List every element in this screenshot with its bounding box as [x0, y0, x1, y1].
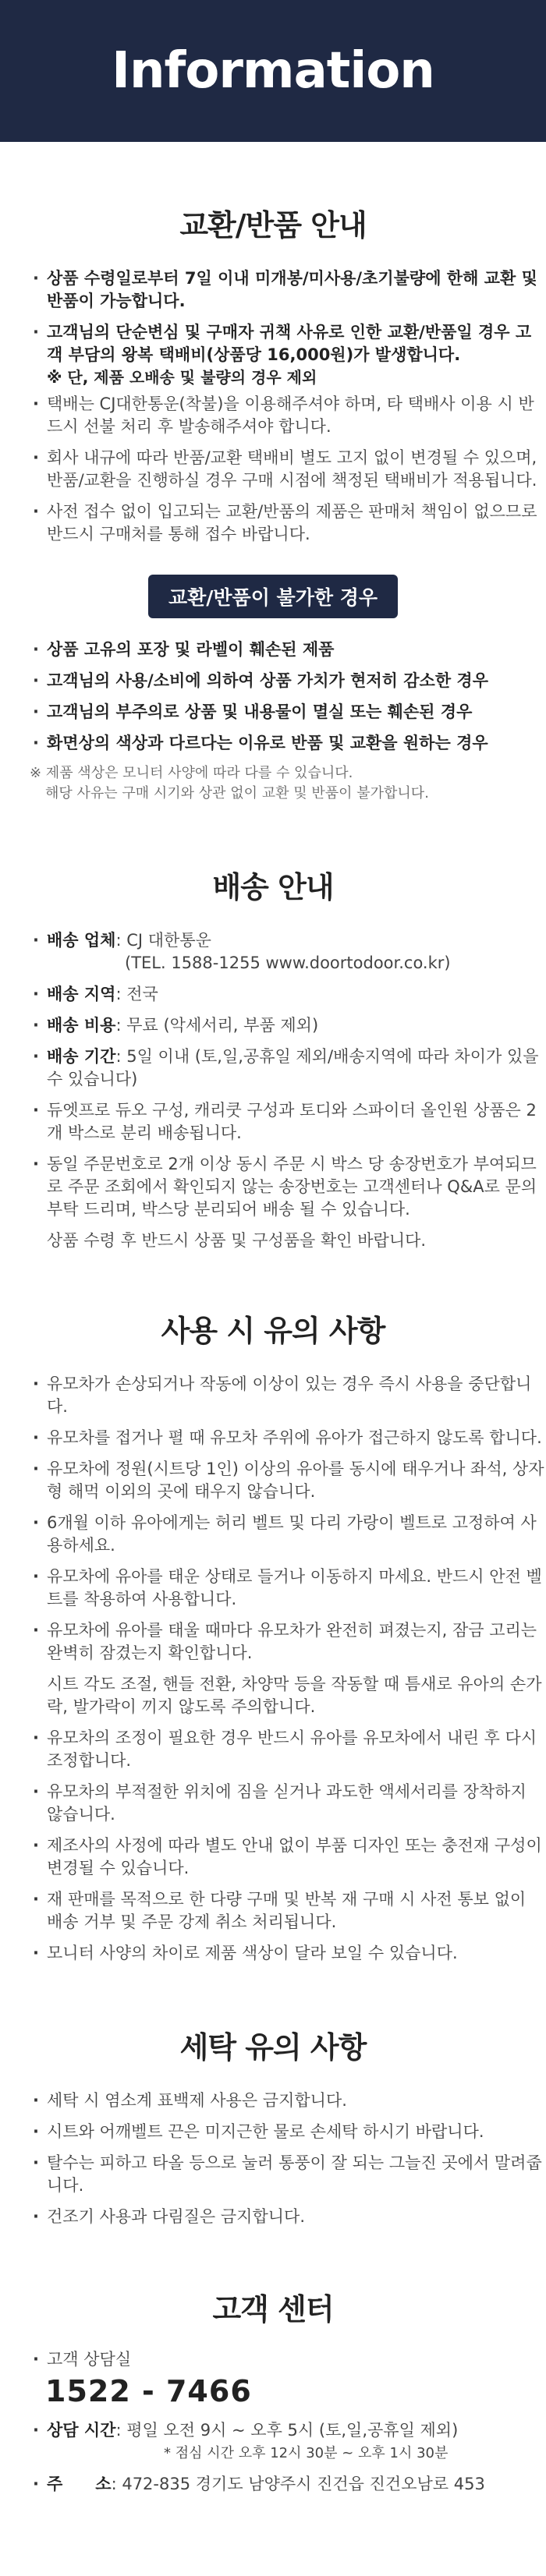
footnote-line: 해당 사유는 구매 시기와 상관 없이 교환 및 반품이 불가합니다. [45, 785, 429, 801]
not-allowed-title: 교환/반품이 불가한 경우 [148, 575, 398, 618]
list-item: · 상품 고유의 포장 및 라벨이 훼손된 제품 [31, 639, 546, 661]
caution-list-2 [0, 1727, 546, 1965]
value: : 평일 오전 9시 ~ 오후 5시 (토,일,공휴일 제외) [115, 2421, 459, 2440]
list-item: · 동일 주문번호로 2개 이상 동시 주문 시 박스 당 송장번호가 부여되므로 주문 조회에서 확인되지 않는 송장번호는 고객센터나 Q&A로 문의 부탁 드리며, 박스당 분리되어 배송 될 수 있습니다. [31, 1153, 546, 1221]
shipping-company [31, 929, 546, 975]
list-item: · 유모차에 유아를 태운 상태로 들거나 이동하지 마세요. 반드시 안전 벨트를 착용하여 사용합니다. [31, 1566, 546, 1611]
value: : 무료 (악세서리, 부품 제외) [115, 1016, 319, 1035]
support-counsel-label: · 고객 상담실 [31, 2348, 546, 2371]
value: : CJ 대한통운 [115, 931, 211, 950]
list-item: · 건조기 사용과 다림질은 금지합니다. [31, 2206, 546, 2228]
exchange-list [0, 267, 546, 546]
not-allowed-section [0, 554, 546, 804]
list-item: · 듀엣프로 듀오 구성, 캐리쿳 구성과 토디와 스파이더 올인원 상품은 2개 박스로 분리 배송됩니다. [31, 1099, 546, 1145]
list-item [31, 321, 546, 388]
value: : 5일 이내 (토,일,공휴일 제외/배송지역에 따라 차이가 있을 수 있습니다) [47, 1047, 539, 1088]
list-item: · 유모차에 정원(시트당 1인) 이상의 유아를 동시에 태우거나 좌석, 상자형 해먹 이외의 곳에 태우지 않습니다. [31, 1458, 546, 1503]
support-phone: 1522 - 7466 [45, 2374, 252, 2408]
exchange-title: 교환/반품 안내 [179, 208, 367, 242]
shipping-area [31, 983, 546, 1006]
not-allowed-header [0, 575, 546, 618]
exchange-section [0, 142, 546, 546]
list-item: · 택배는 CJ대한통운(착불)을 이용해주셔야 하며, 타 택배사 이용 시 반드시 선불 처리 후 발송해주셔야 합니다. [31, 393, 546, 438]
support-lunch: * 점심 시간 오후 12시 30분 ~ 오후 1시 30분 [164, 2445, 448, 2461]
caution-section [0, 1252, 546, 1965]
caution-title: 사용 시 유의 사항 [161, 1314, 385, 1348]
shipping-title: 배송 안내 [212, 870, 334, 904]
value: : 472-835 경기도 남양주시 진건읍 진건오남로 453 [111, 2475, 485, 2493]
list-item-text: 고객님의 단순변심 및 구매자 귀책 사유로 인한 교환/반품일 경우 고객 부담의 왕복 택배비(상품당 16,000원)가 발생합니다. [47, 323, 532, 364]
list-item: · 유모차가 손상되거나 작동에 이상이 있는 경우 즉시 사용을 중단합니다. [31, 1373, 546, 1418]
washing-list [0, 2089, 546, 2228]
support-section [0, 2237, 546, 2496]
shipping-period [31, 1046, 546, 1091]
list-item: · 탈수는 피하고 타올 등으로 눌러 통풍이 잘 되는 그늘진 곳에서 말려줍니다. [31, 2152, 546, 2197]
support-info-list [0, 2419, 546, 2496]
support-list [0, 2348, 546, 2371]
shipping-list [0, 929, 546, 1221]
caution-list [0, 1373, 546, 1665]
not-allowed-list [0, 639, 546, 755]
page-title: Information [112, 42, 434, 100]
caution-plain: 시트 각도 조절, 핸들 전환, 차양막 등을 작동할 때 틈새로 유아의 손가락, 발가락이 끼지 않도록 주의합니다. [47, 1675, 542, 1716]
list-item: · 유모차의 부적절한 위치에 짐을 싣거나 과도한 액세서리를 장착하지 않습니다. [31, 1781, 546, 1826]
support-address [31, 2473, 546, 2496]
label: 주 소 [47, 2475, 112, 2493]
list-item: · 상품 수령일로부터 7일 이내 미개봉/미사용/초기불량에 한해 교환 및 반품이 가능합니다. [31, 267, 546, 313]
washing-section [0, 1973, 546, 2228]
support-hours [31, 2419, 546, 2465]
value: (TEL. 1588-1255 www.doortodoor.co.kr) [125, 954, 451, 972]
list-item: · 유모차의 조정이 필요한 경우 반드시 유아를 유모차에서 내린 후 다시 조정합니다. [31, 1727, 546, 1772]
support-title: 고객 센터 [212, 2292, 334, 2327]
label: 배송 지역 [47, 985, 116, 1003]
shipping-section [0, 804, 546, 1252]
shipping-fee [31, 1014, 546, 1037]
footnote-line: ※ 제품 색상은 모니터 사양에 따라 다를 수 있습니다. [30, 765, 353, 781]
list-item: · 제조사의 사정에 따라 별도 안내 없이 부품 디자인 또는 충전재 구성이 변경될 수 있습니다. [31, 1835, 546, 1880]
list-item: · 재 판매를 목적으로 한 다량 구매 및 반복 재 구매 시 사전 통보 없이 배송 거부 및 주문 강제 취소 처리됩니다. [31, 1888, 546, 1934]
shipping-closing: 상품 수령 후 반드시 상품 및 구성품을 확인 바랍니다. [47, 1231, 427, 1250]
label: 배송 비용 [47, 1016, 116, 1035]
page-header [0, 0, 546, 142]
list-item: · 유모차에 유아를 태울 때마다 유모차가 완전히 펴졌는지, 잠금 고리는 완벽히 잠겼는지 확인합니다. [31, 1619, 546, 1665]
list-item: · 고객님의 사용/소비에 의하여 상품 가치가 현저히 감소한 경우 [31, 670, 546, 692]
list-item: · 모니터 사양의 차이로 제품 색상이 달라 보일 수 있습니다. [31, 1942, 546, 1965]
list-item: · 시트와 어깨벨트 끈은 미지근한 물로 손세탁 하시기 바랍니다. [31, 2121, 546, 2143]
exchange-note: ※ 단, 제품 오배송 및 불량의 경우 제외 [47, 368, 317, 387]
list-item: · 회사 내규에 따라 반품/교환 택배비 별도 고지 없이 변경될 수 있으며, 반품/교환을 진행하실 경우 구매 시점에 책정된 택배비가 적용됩니다. [31, 447, 546, 492]
list-item: · 화면상의 색상과 다르다는 이유로 반품 및 교환을 원하는 경우 [31, 732, 546, 755]
value: : 전국 [115, 985, 158, 1003]
label: 배송 기간 [47, 1047, 116, 1066]
not-allowed-footnote [0, 763, 546, 804]
label: 상담 시간 [47, 2421, 116, 2440]
list-item: · 6개월 이하 유아에게는 허리 벨트 및 다리 가랑이 벨트로 고정하여 사용하세요. [31, 1512, 546, 1557]
list-item: · 사전 접수 없이 입고되는 교환/반품의 제품은 판매처 책임이 없으므로 반드시 구매처를 통해 접수 바랍니다. [31, 501, 546, 546]
list-item: · 유모차를 접거나 펼 때 유모차 주위에 유아가 접근하지 않도록 합니다. [31, 1427, 546, 1449]
list-item: · 세탁 시 염소계 표백제 사용은 금지합니다. [31, 2089, 546, 2112]
list-item: · 고객님의 부주의로 상품 및 내용물이 멸실 또는 훼손된 경우 [31, 701, 546, 724]
label: 배송 업체 [47, 931, 116, 950]
washing-title: 세탁 유의 사항 [179, 2030, 367, 2065]
